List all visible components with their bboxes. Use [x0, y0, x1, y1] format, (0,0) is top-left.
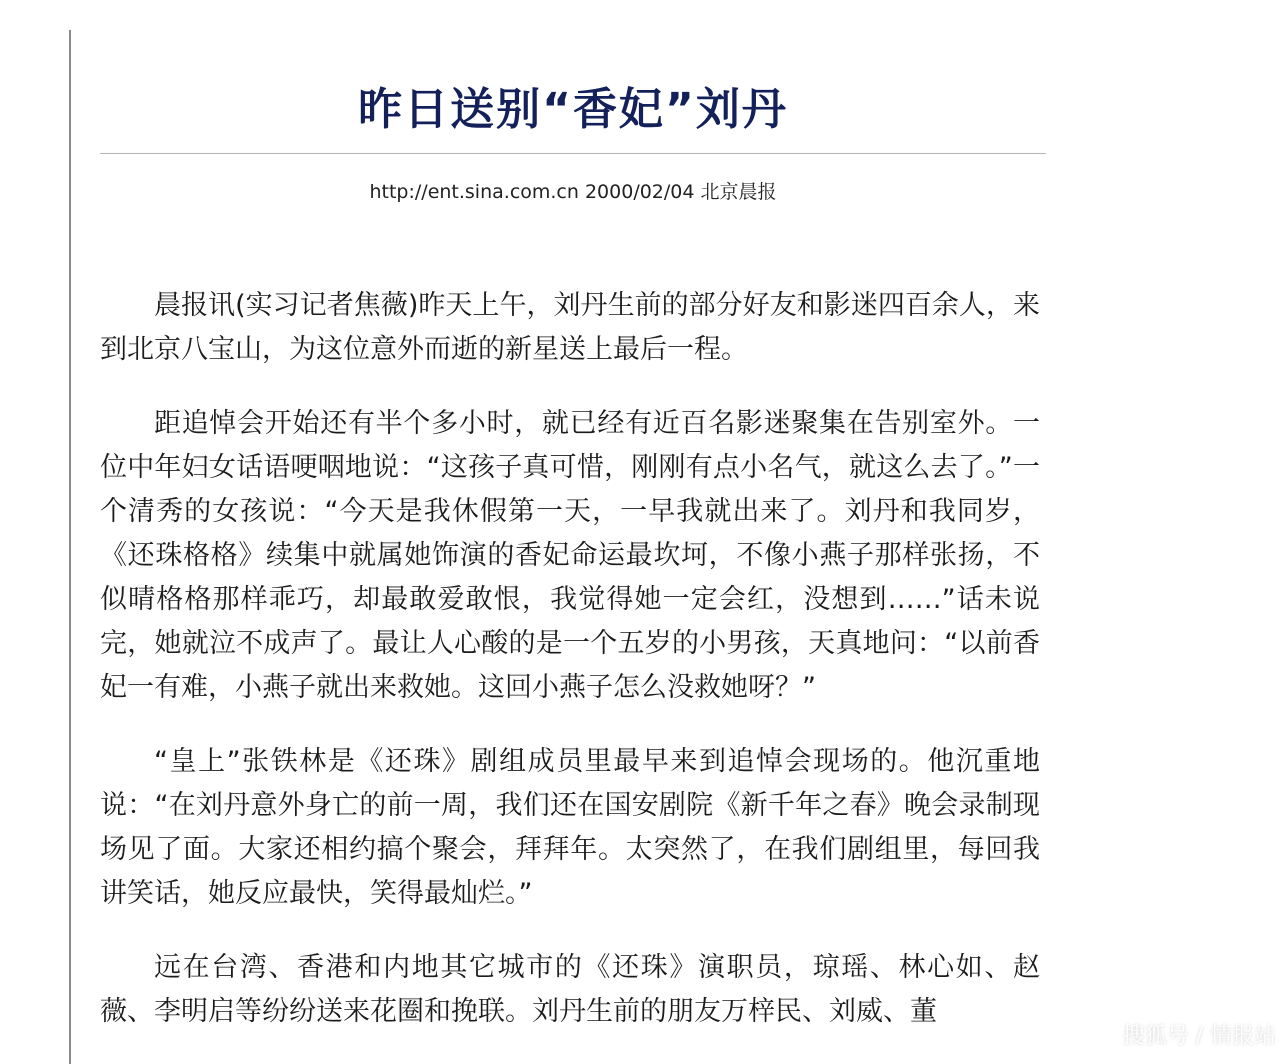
watermark-text: 搜狐号 / 情报站 — [1122, 1024, 1276, 1049]
paragraph-2: 距追悼会开始还有半个多小时，就已经有近百名影迷聚集在告别室外。一位中年妇女话语哽咽地说：“这孩子真可惜，刚刚有点小名气，就这么去了。”一个清秀的女孩说：“今天是我休假第一天，一早我就出来了。刘丹和我同岁，《还珠格格》续集中就属她饰演的香妃命运最坎坷，不像小燕子那样张扬，不似晴格格那样乖巧，却最敢爱敢恨，我觉得她一定会红，没想到……”话未说完，她就泣不成声了。最让人心酸的是一个五岁的小男孩，天真地问：“以前香妃一有难，小燕子就出来救她。这回小燕子怎么没救她呀？” — [100, 408, 1040, 703]
title-divider — [100, 153, 1046, 154]
paragraph-1: 晨报讯(实习记者焦薇)昨天上午，刘丹生前的部分好友和影迷四百余人，来到北京八宝山，为这位意外而逝的新星送上最后一程。 — [100, 290, 1040, 365]
left-margin-rule — [69, 30, 71, 1064]
article-title: 昨日送别“香妃”刘丹 — [358, 84, 788, 135]
source-line: http://ent.sina.com.cn 2000/02/04 北京晨报 — [369, 181, 777, 203]
paragraph-4: 远在台湾、香港和内地其它城市的《还珠》演职员，琼瑶、林心如、赵薇、李明启等纷纷送来花圈和挽联。刘丹生前的朋友万梓民、刘威、董 — [100, 952, 1040, 1027]
article-body — [100, 284, 1040, 1064]
paragraph-3: “皇上”张铁林是《还珠》剧组成员里最早来到追悼会现场的。他沉重地说：“在刘丹意外身亡的前一周，我们还在国安剧院《新千年之春》晚会录制现场见了面。大家还相约搞个聚会，拜拜年。太突然了，在我们剧组里，每回我讲笑话，她反应最快，笑得最灿烂。” — [100, 746, 1040, 909]
